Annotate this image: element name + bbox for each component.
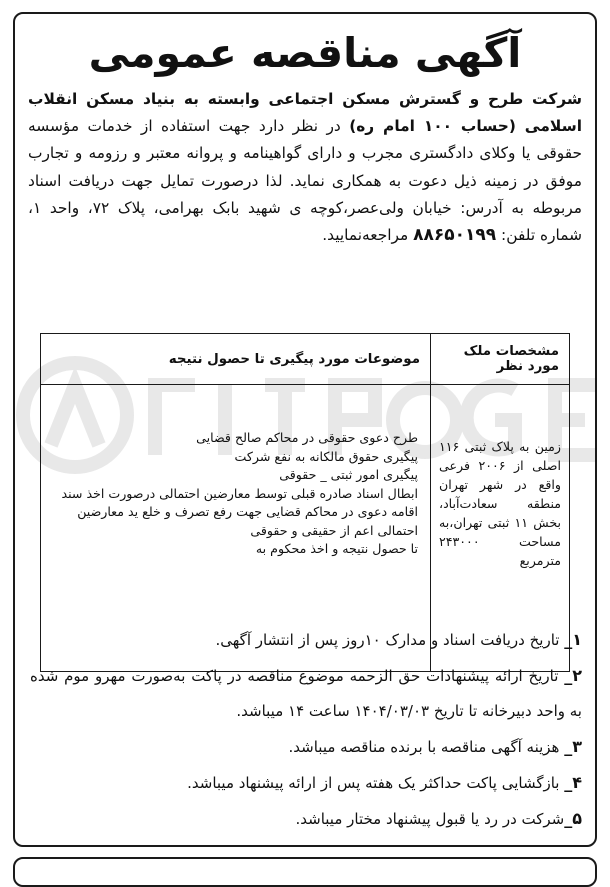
list-item [30, 765, 582, 801]
item-number: ۴_ [564, 773, 582, 792]
item-text: تاریخ ارائه پیشنهادات حق الزحمه موضوع مناقصه در پاکت به‌صورت مهرو موم شده به واحد دبیرخانه تا تاریخ ۱۴۰۴/۰۳/۰۳ ساعت ۱۴ میباشد. [30, 667, 582, 720]
intro-body: در نظر دارد جهت استفاده از خدمات مؤسسه حقوقی یا وکلای دادگستری مجرب و دارای گواهینامه و پروانه معتبر و رزومه و تجارب موفق در زمینه ذیل دعوت به همکاری نماید. لذا درصورت تمایل جهت دریافت اسناد مربوطه به آدرس: خیابان ولی‌عصر،کوچه ی شهید بابک بهرامی، پلاک ۷۲، واحد ۱، شماره تلفن: [28, 117, 582, 245]
intro-paragraph [28, 86, 582, 249]
item-number: ۱_ [564, 630, 582, 649]
topic-item: تا حصول نتیجه و اخذ محکوم به [255, 541, 418, 556]
item-text: شرکت در رد یا قبول پیشنهاد مختار میباشد. [295, 810, 565, 828]
list-item [30, 729, 582, 765]
item-number: ۲_ [564, 666, 582, 685]
intro-closing: مراجعه‌نمایید. [322, 226, 414, 245]
item-number: ۳_ [564, 737, 582, 756]
list-item [30, 801, 582, 837]
item-number: ۵_ [564, 809, 582, 828]
list-item [30, 622, 582, 658]
topic-item: پیگیری حقوق مالکانه به نفع شرکت [234, 448, 418, 464]
conditions-list [30, 622, 582, 837]
header-property: مشخصات ملک مورد نظر [431, 334, 570, 385]
company-name: شرکت طرح و گسترش مسکن اجتماعی وابسته به بنیاد مسکن انقلاب اسلامی (حساب ۱۰۰ امام ره) [28, 90, 582, 136]
topic-item: طرح دعوی حقوقی در محاکم صالح قضایی [196, 430, 418, 445]
item-text: تاریخ دریافت اسناد و مدارک ۱۰روز پس از انتشار آگهی. [215, 631, 565, 649]
next-notice-border [13, 857, 597, 887]
property-cell: زمین به پلاک ثبتی ۱۱۶ اصلی از ۲۰۰۶ فرعی واقع در شهر تهران منطقه سعادت‌آباد، بخش ۱۱ ثبتی تهران،به مساحت ۲۴۳۰۰۰ مترمربع [431, 385, 570, 672]
item-text: بازگشایی پاکت حداکثر یک هفته پس از ارائه پیشنهاد میباشد. [187, 774, 565, 792]
topic-item: ابطال اسناد صادره قبلی توسط معارضین احتمالی درصورت اخذ سند [61, 485, 418, 501]
topic-item: پیگیری امور ثبتی _ حقوقی [279, 467, 418, 482]
page-title: آگهی مناقصه عمومی [88, 29, 522, 77]
header-topics: موضوعات مورد پیگیری تا حصول نتیجه [41, 334, 431, 385]
table-header-row [41, 334, 570, 385]
phone-number: ۸۸۶۵۰۱۹۹ [413, 225, 497, 246]
list-item [30, 658, 582, 729]
notice-content [28, 22, 582, 249]
topic-item: اقامه دعوی در محاکم قضایی جهت رفع تصرف و خلع ید معارضین احتمالی اعم از حقیقی و حقوقی [77, 504, 418, 538]
item-text: هزینه آگهی مناقصه با برنده مناقصه میباشد. [288, 738, 565, 756]
